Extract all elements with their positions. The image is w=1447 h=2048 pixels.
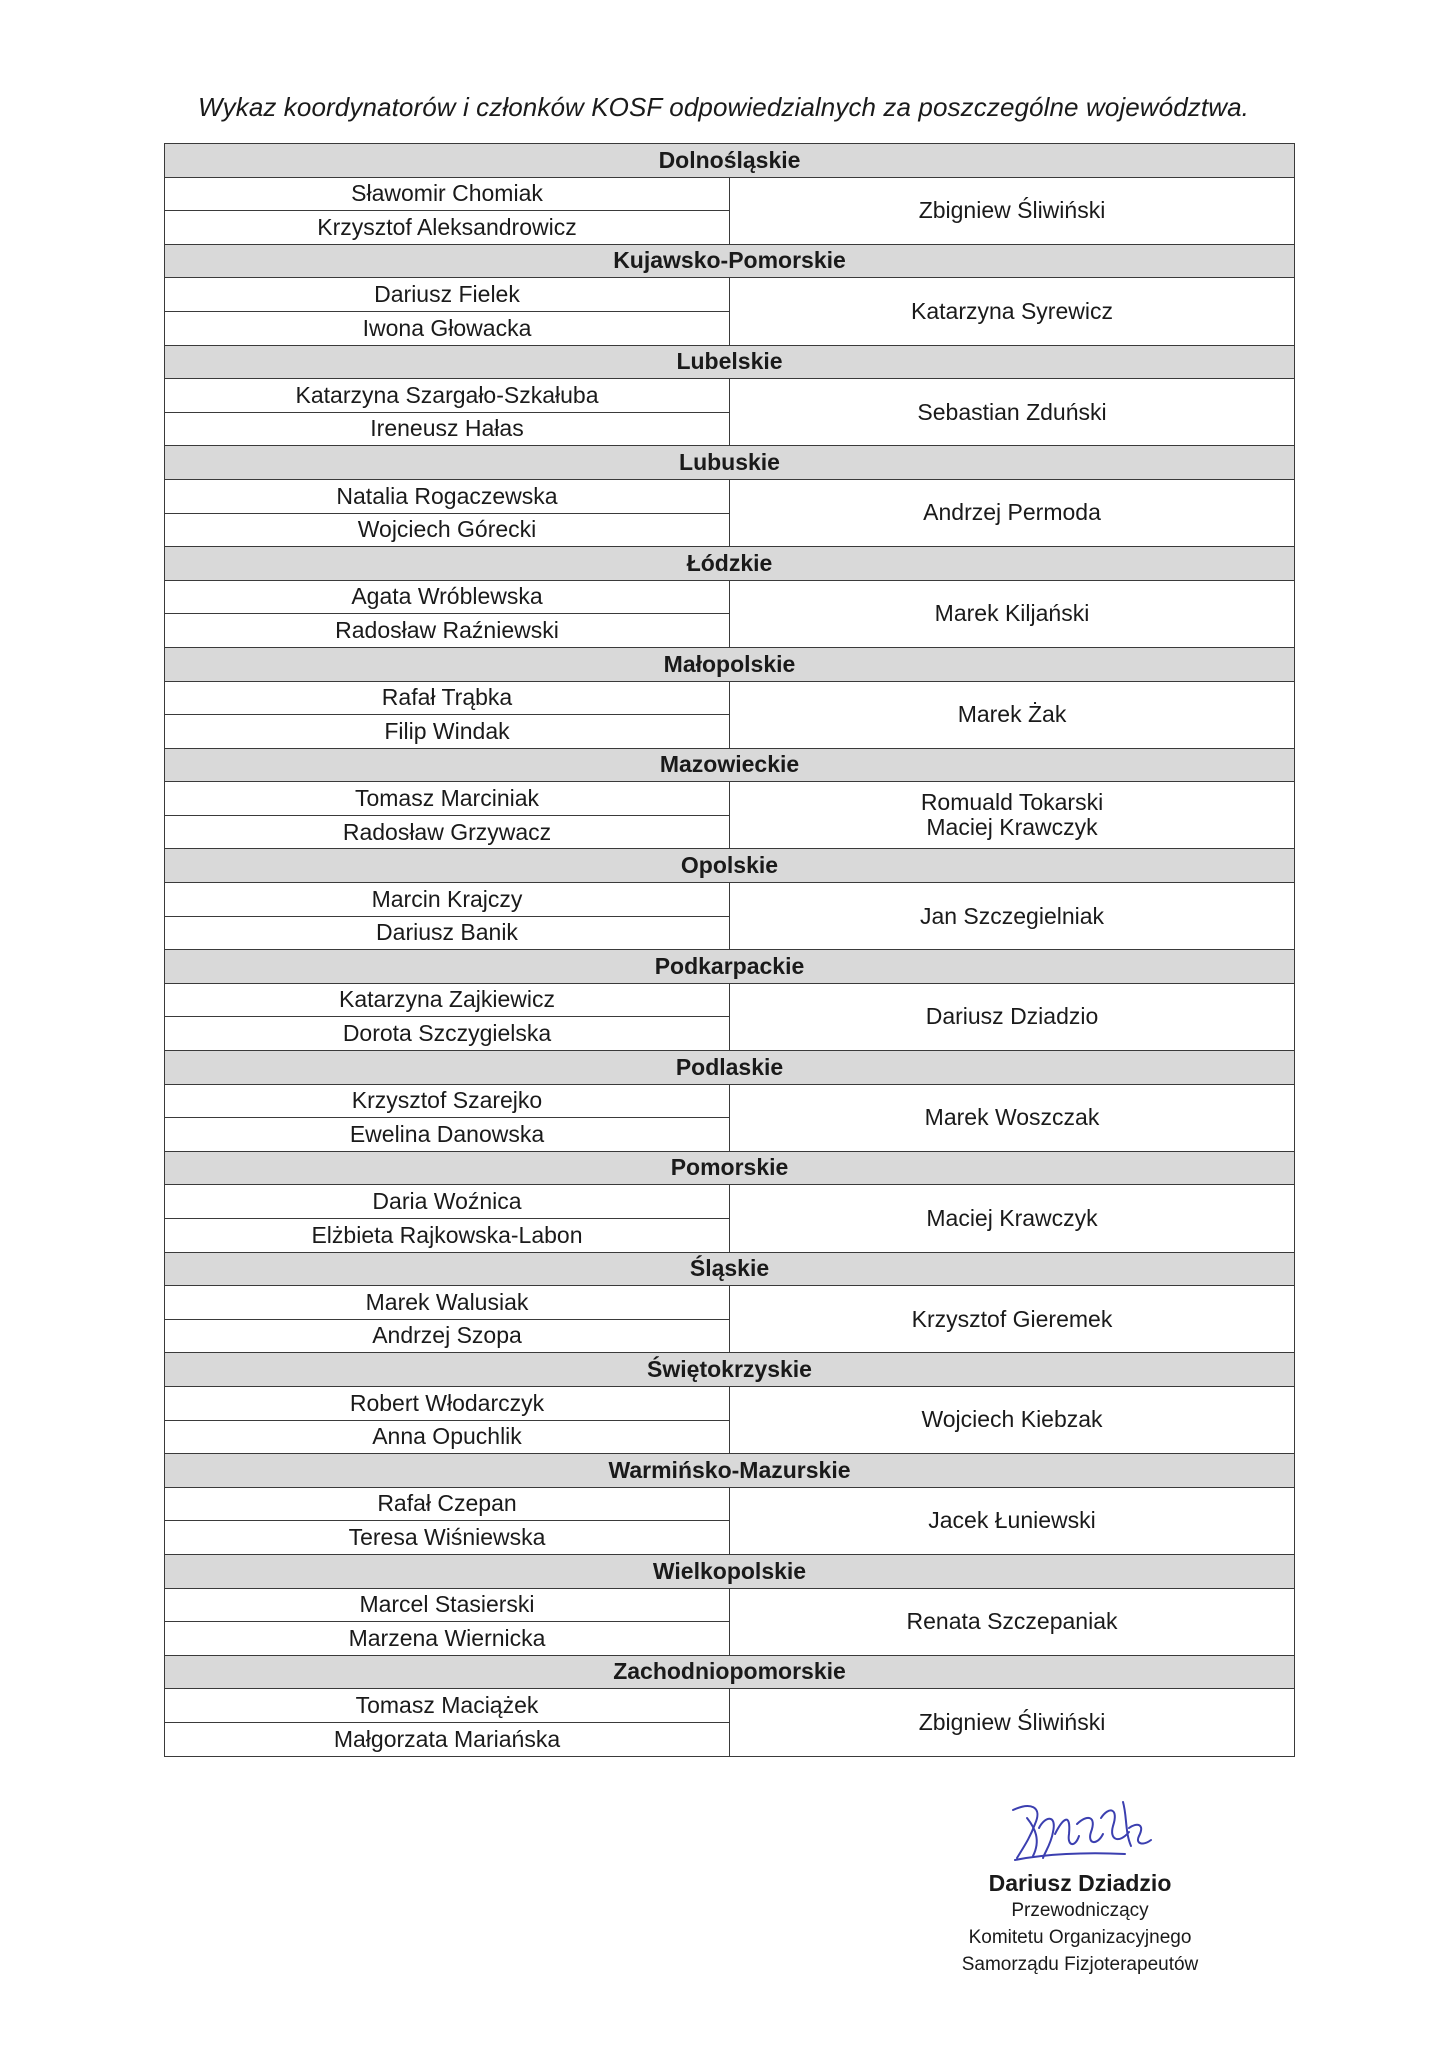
coordinator-cell [730, 1487, 1295, 1554]
coordinator-cell [730, 1286, 1295, 1353]
member-row [165, 1689, 1295, 1723]
region-name: Podkarpackie [165, 950, 1295, 984]
member-name: Dorota Szczygielska [165, 1017, 730, 1051]
signer-title-line-2: Komitetu Organizacyjnego [968, 1927, 1192, 1948]
coordinator-name: Dariusz Dziadzio [925, 1003, 1099, 1030]
regions-table-body [165, 144, 1295, 1757]
member-name: Ewelina Danowska [165, 1118, 730, 1152]
member-name: Marcel Stasierski [165, 1588, 730, 1622]
member-name: Marek Walusiak [165, 1286, 730, 1320]
coordinator-name: Katarzyna Syrewicz [911, 297, 1113, 324]
member-name: Robert Włodarczyk [165, 1386, 730, 1420]
member-row [165, 580, 1295, 614]
member-row [165, 983, 1295, 1017]
region-name: Lubuskie [165, 446, 1295, 480]
page-title: Wykaz koordynatorów i członków KOSF odpowiedzialnych za poszczególne województwa. [197, 92, 1249, 122]
region-name: Opolskie [165, 849, 1295, 883]
region-name: Pomorskie [165, 1151, 1295, 1185]
member-name: Rafał Trąbka [165, 681, 730, 715]
member-row [165, 379, 1295, 413]
member-name: Iwona Głowacka [165, 311, 730, 345]
coordinator-cell [730, 1588, 1295, 1655]
region-header-row [165, 144, 1295, 178]
coordinator-name: Marek Żak [957, 700, 1067, 727]
coordinator-name: Zbigniew Śliwiński [918, 197, 1106, 224]
region-header-row [165, 1252, 1295, 1286]
region-name: Małopolskie [165, 647, 1295, 681]
region-header-row [165, 1353, 1295, 1387]
member-row [165, 782, 1295, 816]
coordinator-cell [730, 1689, 1295, 1756]
region-name: Lubelskie [165, 345, 1295, 379]
member-name: Daria Woźnica [165, 1185, 730, 1219]
member-name: Radosław Raźniewski [165, 614, 730, 648]
member-row [165, 1487, 1295, 1521]
region-name: Mazowieckie [165, 748, 1295, 782]
coordinator-name: Marek Woszczak [924, 1104, 1100, 1131]
member-name: Ireneusz Hałas [165, 412, 730, 446]
region-name: Świętokrzyskie [165, 1353, 1295, 1387]
member-name: Marcin Krajczy [165, 883, 730, 917]
member-name: Teresa Wiśniewska [165, 1521, 730, 1555]
region-name: Zachodniopomorskie [165, 1655, 1295, 1689]
member-name: Radosław Grzywacz [165, 815, 730, 849]
member-name: Andrzej Szopa [165, 1319, 730, 1353]
region-header-row [165, 1655, 1295, 1689]
region-header-row [165, 647, 1295, 681]
region-name: Dolnośląskie [165, 144, 1295, 178]
coordinator-name: Wojciech Kiebzak [921, 1406, 1103, 1433]
member-name: Katarzyna Szargało-Szkałuba [165, 379, 730, 413]
coordinator-name: Krzysztof Gieremek [911, 1305, 1113, 1332]
region-name: Warmińsko-Mazurskie [165, 1454, 1295, 1488]
member-name: Anna Opuchlik [165, 1420, 730, 1454]
member-name: Filip Windak [165, 715, 730, 749]
signer-title-line-1: Przewodniczący [1011, 1900, 1149, 1921]
member-row [165, 177, 1295, 211]
coordinator-name: Maciej Krawczyk [926, 814, 1098, 841]
coordinator-cell [730, 1084, 1295, 1151]
member-row [165, 1386, 1295, 1420]
member-name: Natalia Rogaczewska [165, 479, 730, 513]
member-row [165, 1286, 1295, 1320]
member-name: Krzysztof Szarejko [165, 1084, 730, 1118]
member-row [165, 479, 1295, 513]
member-row [165, 1588, 1295, 1622]
region-header-row [165, 1454, 1295, 1488]
coordinator-cell [730, 1386, 1295, 1453]
member-row [165, 278, 1295, 312]
member-row [165, 681, 1295, 715]
signer-name: Dariusz Dziadzio [988, 1870, 1172, 1896]
coordinator-name: Marek Kiljański [934, 600, 1090, 627]
member-row [165, 1185, 1295, 1219]
region-name: Łódzkie [165, 547, 1295, 581]
member-name: Rafał Czepan [165, 1487, 730, 1521]
coordinator-name: Sebastian Zduński [917, 398, 1107, 425]
coordinator-cell [730, 479, 1295, 546]
coordinator-name: Romuald Tokarski [920, 789, 1104, 816]
coordinator-cell [730, 379, 1295, 446]
coordinator-cell [730, 782, 1295, 849]
region-header-row [165, 547, 1295, 581]
region-header-row [165, 446, 1295, 480]
member-name: Wojciech Górecki [165, 513, 730, 547]
coordinator-cell [730, 177, 1295, 244]
coordinator-name: Renata Szczepaniak [906, 1607, 1118, 1634]
regions-table [164, 143, 1295, 1757]
member-name: Krzysztof Aleksandrowicz [165, 211, 730, 245]
member-name: Sławomir Chomiak [165, 177, 730, 211]
coordinator-name: Maciej Krawczyk [926, 1204, 1098, 1231]
coordinator-name: Jan Szczegielniak [919, 902, 1105, 929]
region-name: Kujawsko-Pomorskie [165, 244, 1295, 278]
region-name: Wielkopolskie [165, 1554, 1295, 1588]
region-header-row [165, 1554, 1295, 1588]
member-name: Dariusz Banik [165, 916, 730, 950]
member-name: Tomasz Marciniak [165, 782, 730, 816]
coordinator-cell [730, 1185, 1295, 1252]
coordinator-name: Jacek Łuniewski [928, 1507, 1096, 1534]
region-header-row [165, 345, 1295, 379]
coordinator-name: Andrzej Permoda [923, 499, 1101, 526]
region-header-row [165, 849, 1295, 883]
region-header-row [165, 244, 1295, 278]
coordinator-cell [730, 278, 1295, 345]
member-row [165, 883, 1295, 917]
region-header-row [165, 950, 1295, 984]
member-name: Elżbieta Rajkowska-Labon [165, 1219, 730, 1253]
region-header-row [165, 748, 1295, 782]
coordinator-cell [730, 983, 1295, 1050]
region-header-row [165, 1151, 1295, 1185]
coordinator-cell [730, 883, 1295, 950]
coordinator-cell [730, 681, 1295, 748]
member-name: Katarzyna Zajkiewicz [165, 983, 730, 1017]
region-header-row [165, 1051, 1295, 1085]
member-name: Marzena Wiernicka [165, 1622, 730, 1656]
member-name: Dariusz Fielek [165, 278, 730, 312]
signer-title-line-3: Samorządu Fizjoterapeutów [961, 1954, 1199, 1975]
handwritten-signature [1005, 1788, 1155, 1868]
member-name: Tomasz Maciążek [165, 1689, 730, 1723]
region-name: Śląskie [165, 1252, 1295, 1286]
region-name: Podlaskie [165, 1051, 1295, 1085]
member-name: Małgorzata Mariańska [165, 1722, 730, 1756]
member-row [165, 1084, 1295, 1118]
member-name: Agata Wróblewska [165, 580, 730, 614]
signature-block [880, 1788, 1280, 1978]
coordinator-name: Zbigniew Śliwiński [918, 1708, 1106, 1735]
coordinator-cell [730, 580, 1295, 647]
